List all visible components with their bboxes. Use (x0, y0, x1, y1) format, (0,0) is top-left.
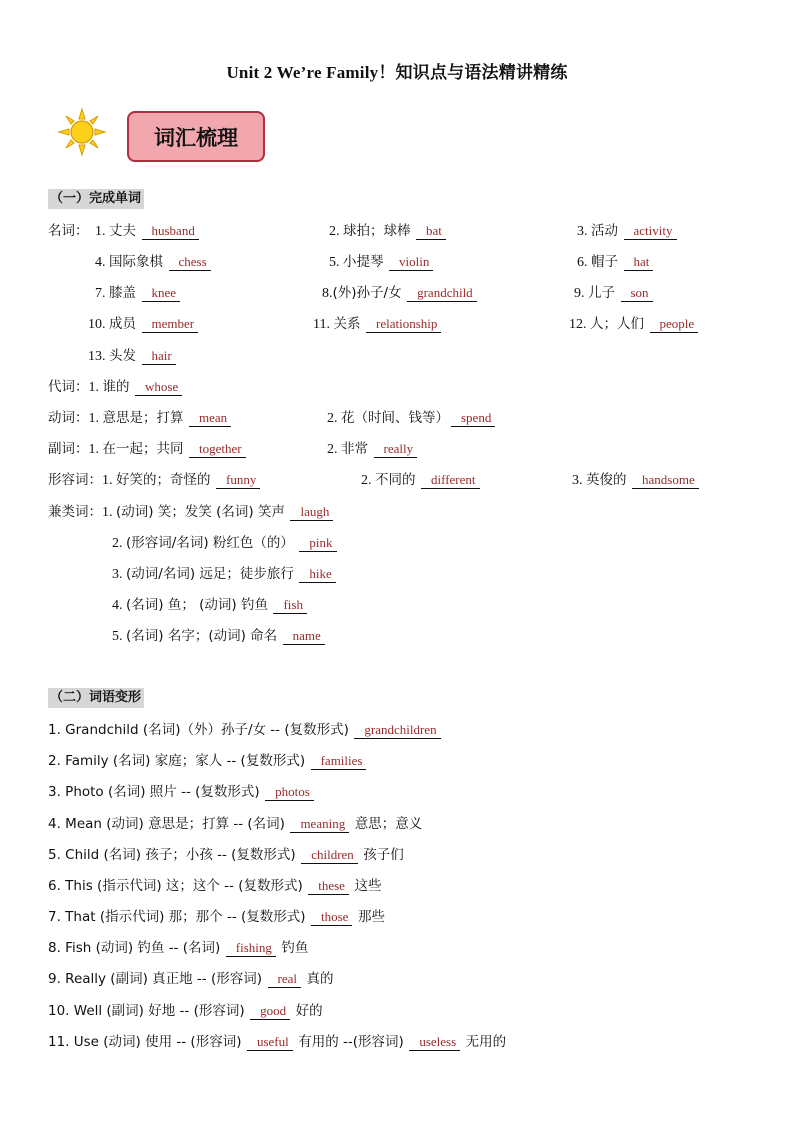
answer: hair (142, 348, 176, 365)
answer: meaning (290, 816, 349, 833)
answer: relationship (366, 316, 441, 333)
noun-item: 3. 活动 activity (577, 222, 679, 241)
answer: families (311, 753, 367, 770)
noun-item: 9. 儿子 son (574, 284, 655, 303)
answer: grandchildren (354, 722, 440, 739)
answer: chess (169, 254, 211, 271)
page-title: Unit 2 We’re Family！知识点与语法精讲精练 (226, 63, 568, 82)
adjective-row: 形容词：1. 好笑的；奇怪的 funny (48, 471, 262, 490)
adjective-item: 3. 英俊的 handsome (572, 471, 701, 490)
section-heading-word-forms: （二）词语变形 (48, 688, 144, 708)
word-form-item: 7. That (指示代词) 那；那个 -- (复数形式) those 那些 (48, 909, 385, 925)
noun-item: 7. 膝盖 knee (95, 284, 182, 303)
answer: real (268, 971, 301, 988)
verb-row: 动词：1. 意思是；打算 mean (48, 409, 233, 428)
section-heading-complete-words: （一）完成单词 (48, 189, 144, 209)
answer: really (374, 441, 418, 458)
noun-item: 12. 人；人们 people (569, 315, 700, 334)
answer: activity (624, 223, 677, 240)
noun-item: 11. 关系 relationship (313, 315, 443, 334)
multi-item: 3. (动词/名词) 远足；徒步旅行 hike (112, 565, 338, 584)
answer: funny (216, 472, 260, 489)
answer: son (621, 285, 653, 302)
answer: good (250, 1003, 290, 1020)
answer: photos (265, 784, 314, 801)
answer: knee (142, 285, 181, 302)
answer: grandchild (407, 285, 477, 302)
word-form-item: 10. Well (副词) 好地 -- (形容词) good 好的 (48, 1003, 323, 1019)
adverb-item: 2. 非常 really (327, 440, 419, 459)
answer: violin (389, 254, 433, 271)
word-form-item: 8. Fish (动词) 钓鱼 -- (名词) fishing 钓鱼 (48, 940, 309, 956)
answer: fishing (226, 940, 276, 957)
verb-item: 2. 花（时间、钱等） spend (327, 409, 497, 428)
pronoun-row: 代词：1. 谁的 whose (48, 378, 184, 397)
adverb-row: 副词：1. 在一起；共同 together (48, 440, 248, 459)
adjective-item: 2. 不同的 different (361, 471, 482, 490)
answer: hat (624, 254, 654, 271)
answer: useful (247, 1034, 293, 1051)
answer: hike (299, 566, 335, 583)
nouns-label: 名词： (48, 223, 89, 239)
answer: different (421, 472, 480, 489)
word-form-item: 11. Use (动词) 使用 -- (形容词) useful 有用的 --(形容词) useless 无用的 (48, 1034, 507, 1050)
noun-item: 4. 国际象棋 chess (95, 253, 213, 272)
answer: these (308, 878, 349, 895)
answer: husband (142, 223, 199, 240)
answer: useless (409, 1034, 460, 1051)
answer: name (283, 628, 325, 645)
vocabulary-banner: 词汇梳理 (127, 111, 265, 162)
answer: together (189, 441, 246, 458)
answer: those (311, 909, 352, 926)
word-form-item: 6. This (指示代词) 这；这个 -- (复数形式) these 这些 (48, 878, 382, 894)
noun-item: 6. 帽子 hat (577, 253, 655, 272)
answer: people (650, 316, 699, 333)
word-form-item: 2. Family (名词) 家庭；家人 -- (复数形式) families (48, 752, 368, 771)
noun-item: 5. 小提琴 violin (329, 253, 435, 272)
answer: laugh (290, 504, 333, 521)
answer: spend (451, 410, 495, 427)
multi-item: 2. (形容词/名词) 粉红色（的） pink (112, 534, 339, 553)
noun-item: 2. 球拍；球棒 bat (329, 222, 448, 241)
answer: handsome (632, 472, 699, 489)
word-form-item: 1. Grandchild (名词)（外）孙子/女 -- (复数形式) grandchildren (48, 721, 443, 740)
answer: fish (273, 597, 307, 614)
word-form-item: 3. Photo (名词) 照片 -- (复数形式) photos (48, 783, 316, 802)
noun-item: 13. 头发 hair (88, 347, 178, 366)
noun-item: 8.(外)孙子/女 grandchild (322, 284, 479, 303)
multi-item: 4. (名词) 鱼； (动词) 钓鱼 fish (112, 596, 309, 615)
answer: whose (135, 379, 182, 396)
answer: member (142, 316, 199, 333)
word-form-item: 9. Really (副词) 真正地 -- (形容词) real 真的 (48, 971, 334, 987)
sun-icon (58, 108, 106, 156)
word-form-item: 5. Child (名词) 孩子；小孩 -- (复数形式) children 孩子们 (48, 847, 404, 863)
noun-item: 10. 成员 member (88, 315, 200, 334)
multi-item: 5. (名词) 名字；(动词) 命名 name (112, 627, 327, 646)
answer: bat (416, 223, 446, 240)
answer: children (301, 847, 358, 864)
answer: pink (299, 535, 336, 552)
noun-item: 1. 丈夫 husband (95, 222, 201, 241)
word-form-item: 4. Mean (动词) 意思是；打算 -- (名词) meaning 意思；意义 (48, 816, 423, 832)
answer: mean (189, 410, 231, 427)
multi-row: 兼类词：1. (动词) 笑；发笑 (名词) 笑声 laugh (48, 503, 335, 522)
